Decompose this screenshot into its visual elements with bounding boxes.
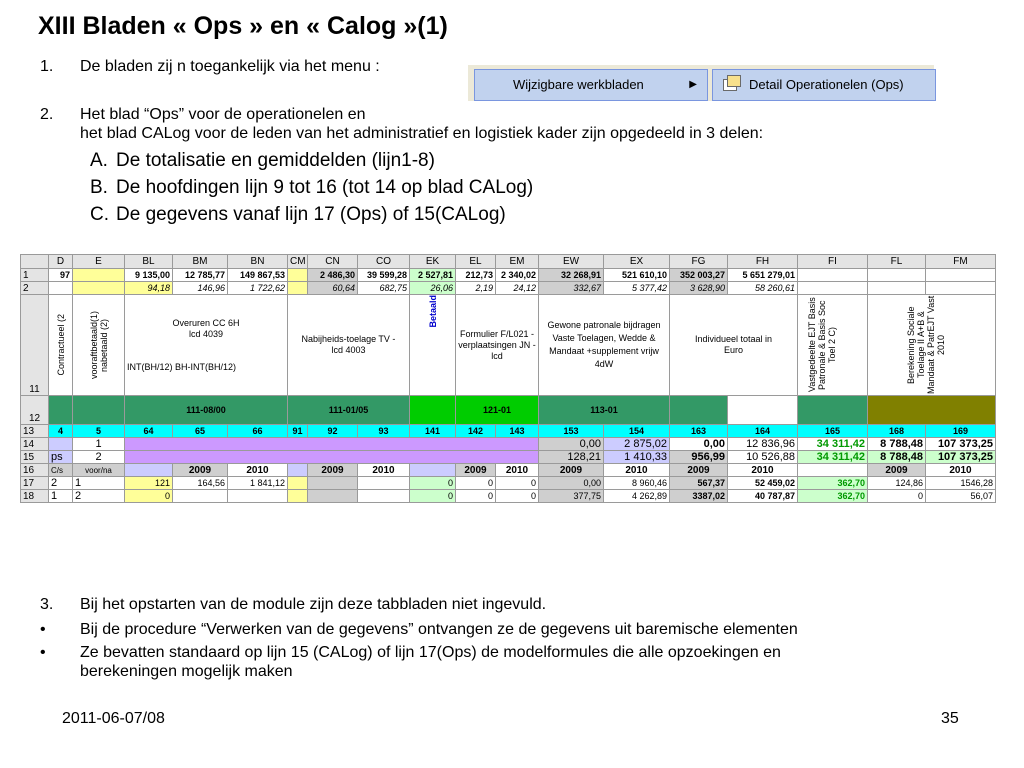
cell[interactable] bbox=[125, 295, 288, 396]
table-row bbox=[21, 451, 996, 464]
cell[interactable] bbox=[308, 490, 358, 503]
column-header[interactable]: BL bbox=[125, 255, 173, 269]
cell[interactable]: 168 bbox=[868, 425, 926, 438]
cell[interactable] bbox=[173, 490, 228, 503]
row-header[interactable]: 2 bbox=[21, 282, 49, 295]
row-header[interactable]: 13 bbox=[21, 425, 49, 438]
cell[interactable]: 97 bbox=[49, 269, 73, 282]
slide-title: XIII Bladen « Ops » en « Calog »(1) bbox=[38, 12, 448, 40]
cell[interactable] bbox=[410, 295, 456, 396]
point-3-number: 3. bbox=[40, 596, 54, 613]
table-row bbox=[21, 396, 996, 425]
cell[interactable]: 0 bbox=[410, 490, 456, 503]
cell[interactable]: 2009 bbox=[173, 464, 228, 477]
table-row bbox=[21, 269, 996, 282]
part-b bbox=[90, 177, 533, 199]
cell[interactable]: 1 bbox=[49, 490, 73, 503]
cell[interactable]: 352 003,27 bbox=[670, 269, 728, 282]
header-text-nabijheidstoelage: Nabijheids-toelage TV - lcd 4003 bbox=[301, 334, 396, 355]
point-2-number: 2. bbox=[40, 106, 54, 123]
cell[interactable]: 2009 bbox=[539, 464, 604, 477]
part-a-text: De totalisatie en gemiddelden (lijn1-8) bbox=[116, 150, 435, 171]
cell[interactable]: 12 785,77 bbox=[173, 269, 228, 282]
column-header[interactable]: EL bbox=[456, 255, 496, 269]
cell[interactable]: 12 836,96 bbox=[728, 438, 798, 451]
cell[interactable]: 111-01/05 bbox=[288, 396, 410, 425]
cell[interactable]: 65 bbox=[173, 425, 228, 438]
cell[interactable]: 165 bbox=[798, 425, 868, 438]
header-text-individueel-totaal: Individueel totaal in Euro bbox=[694, 334, 773, 355]
cell[interactable]: 0,00 bbox=[539, 477, 604, 490]
row-header[interactable]: 12 bbox=[21, 396, 49, 425]
cell[interactable]: 93 bbox=[358, 425, 410, 438]
corner-cell[interactable] bbox=[21, 255, 49, 269]
cell[interactable]: 58 260,61 bbox=[728, 282, 798, 295]
cell[interactable]: 8 788,48 bbox=[868, 451, 926, 464]
column-header[interactable]: CN bbox=[308, 255, 358, 269]
cell[interactable] bbox=[125, 438, 539, 451]
cell[interactable]: 0 bbox=[868, 490, 926, 503]
cell[interactable] bbox=[73, 295, 125, 396]
cell[interactable]: 24,12 bbox=[496, 282, 539, 295]
table-row bbox=[21, 295, 996, 396]
cell[interactable]: 154 bbox=[604, 425, 670, 438]
column-header[interactable]: FM bbox=[926, 255, 996, 269]
cell[interactable]: 39 599,28 bbox=[358, 269, 410, 282]
cell[interactable]: 2 bbox=[49, 477, 73, 490]
cell[interactable]: 164,56 bbox=[173, 477, 228, 490]
cell[interactable] bbox=[868, 295, 996, 396]
cell[interactable] bbox=[728, 396, 798, 425]
cell[interactable]: 111-08/00 bbox=[125, 396, 288, 425]
bullet-1 bbox=[40, 621, 798, 639]
cell[interactable]: 2010 bbox=[604, 464, 670, 477]
cell[interactable] bbox=[73, 282, 125, 295]
cell[interactable]: 142 bbox=[456, 425, 496, 438]
column-header-row bbox=[21, 255, 996, 269]
cell[interactable]: 52 459,02 bbox=[728, 477, 798, 490]
cell[interactable]: 2 bbox=[73, 490, 125, 503]
cell[interactable] bbox=[228, 490, 288, 503]
point-3-text: Bij het opstarten van de module zijn deze tabbladen niet ingevuld. bbox=[80, 596, 547, 613]
cell[interactable]: 10 526,88 bbox=[728, 451, 798, 464]
cell[interactable] bbox=[288, 282, 308, 295]
point-1 bbox=[40, 58, 380, 76]
column-header[interactable]: CO bbox=[358, 255, 410, 269]
cell[interactable]: 149 867,53 bbox=[228, 269, 288, 282]
header-text-vastgedeelte: Vastgedeelte EJT Basis Patronale & Basis Soc Toel 2 C) bbox=[806, 297, 837, 393]
cell[interactable] bbox=[868, 396, 996, 425]
cell[interactable]: 146,96 bbox=[173, 282, 228, 295]
cell[interactable] bbox=[670, 295, 798, 396]
header-text-berekening: Berekening Sociale Toelage II A+B & Mandaat & PatrEJT Vast 2010 bbox=[905, 295, 946, 395]
cell[interactable]: 26,06 bbox=[410, 282, 456, 295]
bullet-icon: • bbox=[40, 644, 46, 661]
cell[interactable]: 0,00 bbox=[539, 438, 604, 451]
table-row bbox=[21, 438, 996, 451]
header-text-contractueel: Contractueel (2 bbox=[55, 314, 66, 376]
bullet-2 bbox=[40, 644, 781, 662]
page-number: 35 bbox=[941, 710, 959, 727]
cell[interactable]: 0 bbox=[410, 477, 456, 490]
column-header[interactable]: FH bbox=[728, 255, 798, 269]
cell[interactable]: 4 262,89 bbox=[604, 490, 670, 503]
cell[interactable]: 2 486,30 bbox=[308, 269, 358, 282]
row-header[interactable]: 1 bbox=[21, 269, 49, 282]
column-header[interactable]: CM bbox=[288, 255, 308, 269]
cell[interactable] bbox=[125, 451, 539, 464]
cell[interactable] bbox=[798, 464, 868, 477]
row-header[interactable]: 18 bbox=[21, 490, 49, 503]
row-header[interactable]: 15 bbox=[21, 451, 49, 464]
cell[interactable]: 56,07 bbox=[926, 490, 996, 503]
cell[interactable]: 94,18 bbox=[125, 282, 173, 295]
cell[interactable] bbox=[670, 396, 728, 425]
cell[interactable]: 0 bbox=[496, 477, 539, 490]
cell[interactable]: 163 bbox=[670, 425, 728, 438]
point-1-number: 1. bbox=[40, 58, 54, 75]
cell[interactable] bbox=[798, 269, 868, 282]
cell[interactable]: 1 bbox=[73, 438, 125, 451]
cell[interactable]: 107 373,25 bbox=[926, 451, 996, 464]
column-header[interactable]: D bbox=[49, 255, 73, 269]
cell[interactable]: 141 bbox=[410, 425, 456, 438]
cell[interactable]: 92 bbox=[308, 425, 358, 438]
part-b-text: De hoofdingen lijn 9 tot 16 (tot 14 op blad CALog) bbox=[116, 177, 534, 198]
column-header[interactable]: EM bbox=[496, 255, 539, 269]
cell[interactable] bbox=[539, 295, 670, 396]
column-header[interactable]: BN bbox=[228, 255, 288, 269]
column-header[interactable]: EK bbox=[410, 255, 456, 269]
cell[interactable]: 8 960,46 bbox=[604, 477, 670, 490]
header-text-int-bh: INT(BH/12) BH-INT(BH/12) bbox=[127, 361, 237, 372]
cell[interactable] bbox=[49, 438, 73, 451]
column-header[interactable]: EX bbox=[604, 255, 670, 269]
cell[interactable]: 362,70 bbox=[798, 490, 868, 503]
part-c bbox=[90, 204, 506, 226]
cell[interactable] bbox=[288, 269, 308, 282]
point-2-text: Het blad “Ops” voor de operationelen en bbox=[80, 106, 366, 123]
cell[interactable] bbox=[288, 477, 308, 490]
header-text-overuren: Overuren CC 6H lcd 4039 bbox=[172, 317, 240, 339]
cell[interactable]: 0 bbox=[456, 477, 496, 490]
cell[interactable]: 124,86 bbox=[868, 477, 926, 490]
row-header[interactable]: 17 bbox=[21, 477, 49, 490]
cell[interactable]: 956,99 bbox=[670, 451, 728, 464]
cell[interactable]: 121-01 bbox=[456, 396, 539, 425]
cell[interactable]: 34 311,42 bbox=[798, 451, 868, 464]
point-3 bbox=[40, 596, 546, 614]
cell[interactable]: C/s bbox=[49, 464, 73, 477]
menu-item-wijzigbare-werkbladen[interactable] bbox=[474, 69, 708, 101]
table-row bbox=[21, 490, 996, 503]
cell[interactable]: 169 bbox=[926, 425, 996, 438]
cell[interactable] bbox=[358, 477, 410, 490]
spreadsheet-grid bbox=[20, 254, 996, 503]
cell[interactable] bbox=[308, 477, 358, 490]
cell[interactable]: 3 628,90 bbox=[670, 282, 728, 295]
cell[interactable]: 332,67 bbox=[539, 282, 604, 295]
cell[interactable]: 8 788,48 bbox=[868, 438, 926, 451]
cell[interactable]: 2 527,81 bbox=[410, 269, 456, 282]
cell[interactable] bbox=[798, 295, 868, 396]
header-text-formulier: Formulier F/L021 -verplaatsingen JN - lcd bbox=[458, 328, 536, 361]
cell[interactable]: 377,75 bbox=[539, 490, 604, 503]
cell[interactable]: 128,21 bbox=[539, 451, 604, 464]
cell[interactable]: 0 bbox=[125, 490, 173, 503]
cell[interactable]: 2 bbox=[73, 451, 125, 464]
row-header[interactable]: 16 bbox=[21, 464, 49, 477]
cell[interactable]: 40 787,87 bbox=[728, 490, 798, 503]
cell[interactable]: 91 bbox=[288, 425, 308, 438]
cell[interactable] bbox=[49, 396, 73, 425]
cell[interactable]: 0 bbox=[496, 490, 539, 503]
cell[interactable]: 2009 bbox=[670, 464, 728, 477]
cell[interactable]: 107 373,25 bbox=[926, 438, 996, 451]
cell[interactable]: 2,19 bbox=[456, 282, 496, 295]
cell[interactable]: 66 bbox=[228, 425, 288, 438]
cell[interactable]: 1 410,33 bbox=[604, 451, 670, 464]
point-2-continuation: het blad CALog voor de leden van het administratief en logistiek kader zijn opgedeeld in 3 delen: bbox=[80, 125, 764, 142]
cell[interactable] bbox=[73, 396, 125, 425]
column-header[interactable]: FI bbox=[798, 255, 868, 269]
menu-item-label: Wijzigbare werkbladen bbox=[513, 77, 644, 92]
cell[interactable]: 60,64 bbox=[308, 282, 358, 295]
cell[interactable]: 1 bbox=[73, 477, 125, 490]
point-2 bbox=[40, 106, 366, 124]
cell[interactable]: 682,75 bbox=[358, 282, 410, 295]
cell[interactable]: 0 bbox=[456, 490, 496, 503]
header-text-patronale: Gewone patronale bijdragen Vaste Toelagen, Wedde & Mandaat +supplement vrijw 4dW bbox=[547, 320, 661, 369]
column-header[interactable]: BM bbox=[173, 255, 228, 269]
cell[interactable] bbox=[49, 295, 73, 396]
cell[interactable]: 2009 bbox=[868, 464, 926, 477]
bullet-2-text: Ze bevatten standaard op lijn 15 (CALog) of lijn 17(Ops) de modelformules die alle opzoekingen en bbox=[80, 644, 781, 661]
cell[interactable] bbox=[125, 464, 173, 477]
part-b-letter: B. bbox=[90, 177, 108, 198]
menu-strip bbox=[468, 63, 934, 101]
cell[interactable] bbox=[798, 396, 868, 425]
cell[interactable]: 121 bbox=[125, 477, 173, 490]
part-a-letter: A. bbox=[90, 150, 108, 171]
footer-date: 2011-06-07/08 bbox=[62, 710, 165, 727]
cell[interactable]: 2 875,02 bbox=[604, 438, 670, 451]
cell[interactable]: 1 722,62 bbox=[228, 282, 288, 295]
cell[interactable]: 164 bbox=[728, 425, 798, 438]
cell[interactable] bbox=[288, 490, 308, 503]
cell[interactable]: 2010 bbox=[926, 464, 996, 477]
part-c-text: De gegevens vanaf lijn 17 (Ops) of 15(CALog) bbox=[116, 204, 506, 225]
sheet-copy-icon bbox=[727, 75, 741, 87]
cell[interactable] bbox=[73, 269, 125, 282]
cell[interactable]: 64 bbox=[125, 425, 173, 438]
cell[interactable]: 521 610,10 bbox=[604, 269, 670, 282]
table-row bbox=[21, 425, 996, 438]
cell[interactable]: 2010 bbox=[496, 464, 539, 477]
cell[interactable] bbox=[798, 282, 868, 295]
cell[interactable] bbox=[288, 295, 410, 396]
cell[interactable]: 362,70 bbox=[798, 477, 868, 490]
cell[interactable]: 3387,02 bbox=[670, 490, 728, 503]
cell[interactable]: 143 bbox=[496, 425, 539, 438]
cell[interactable] bbox=[410, 396, 456, 425]
bullet-2-continuation: berekeningen mogelijk maken bbox=[80, 663, 293, 680]
cell[interactable] bbox=[868, 269, 926, 282]
cell[interactable]: voor/na bbox=[73, 464, 125, 477]
table-row bbox=[21, 477, 996, 490]
column-header[interactable]: E bbox=[73, 255, 125, 269]
header-text-voorafbetaald: vooraftbetaald(1) nabetaald (2) bbox=[88, 310, 109, 380]
cell[interactable]: 5 377,42 bbox=[604, 282, 670, 295]
cell[interactable]: 2 340,02 bbox=[496, 269, 539, 282]
cell[interactable] bbox=[410, 464, 456, 477]
cell[interactable]: 34 311,42 bbox=[798, 438, 868, 451]
header-text-betaald: Betaald bbox=[427, 295, 438, 328]
part-a bbox=[90, 150, 435, 172]
row-header[interactable]: 11 bbox=[21, 295, 49, 396]
cell[interactable] bbox=[49, 282, 73, 295]
column-header[interactable]: FL bbox=[868, 255, 926, 269]
cell[interactable]: 9 135,00 bbox=[125, 269, 173, 282]
cell[interactable] bbox=[926, 269, 996, 282]
cell[interactable]: 2010 bbox=[358, 464, 410, 477]
cell[interactable]: 2010 bbox=[228, 464, 288, 477]
cell[interactable]: 5 bbox=[73, 425, 125, 438]
cell[interactable]: 0,00 bbox=[670, 438, 728, 451]
point-1-text: De bladen zij n toegankelijk via het menu : bbox=[80, 58, 380, 75]
cell[interactable]: 2010 bbox=[728, 464, 798, 477]
cell[interactable] bbox=[868, 282, 926, 295]
spreadsheet-screenshot bbox=[20, 254, 995, 544]
cell[interactable]: 113-01 bbox=[539, 396, 670, 425]
table-row bbox=[21, 464, 996, 477]
cell[interactable]: 2009 bbox=[456, 464, 496, 477]
cell[interactable]: 2009 bbox=[308, 464, 358, 477]
cell[interactable] bbox=[358, 490, 410, 503]
menu-item-detail-operationelen[interactable] bbox=[712, 69, 936, 101]
bullet-icon: • bbox=[40, 621, 46, 638]
menu-item-label: Detail Operationelen (Ops) bbox=[749, 77, 904, 92]
column-header[interactable]: FG bbox=[670, 255, 728, 269]
cell[interactable]: 212,73 bbox=[456, 269, 496, 282]
cell[interactable]: 4 bbox=[49, 425, 73, 438]
cell[interactable]: 5 651 279,01 bbox=[728, 269, 798, 282]
table-row bbox=[21, 282, 996, 295]
cell[interactable]: 1546,28 bbox=[926, 477, 996, 490]
cell[interactable] bbox=[926, 282, 996, 295]
cell[interactable]: 153 bbox=[539, 425, 604, 438]
row-header[interactable]: 14 bbox=[21, 438, 49, 451]
cell[interactable] bbox=[288, 464, 308, 477]
bullet-1-text: Bij de procedure “Verwerken van de gegevens” ontvangen ze de gegevens uit baremische elementen bbox=[80, 621, 798, 638]
submenu-arrow-icon: ▶ bbox=[689, 79, 697, 90]
column-header[interactable]: EW bbox=[539, 255, 604, 269]
part-c-letter: C. bbox=[90, 204, 109, 225]
cell[interactable]: 1 841,12 bbox=[228, 477, 288, 490]
cell[interactable] bbox=[456, 295, 539, 396]
cell[interactable]: 567,37 bbox=[670, 477, 728, 490]
cell[interactable]: 32 268,91 bbox=[539, 269, 604, 282]
cell[interactable]: ps bbox=[49, 451, 73, 464]
